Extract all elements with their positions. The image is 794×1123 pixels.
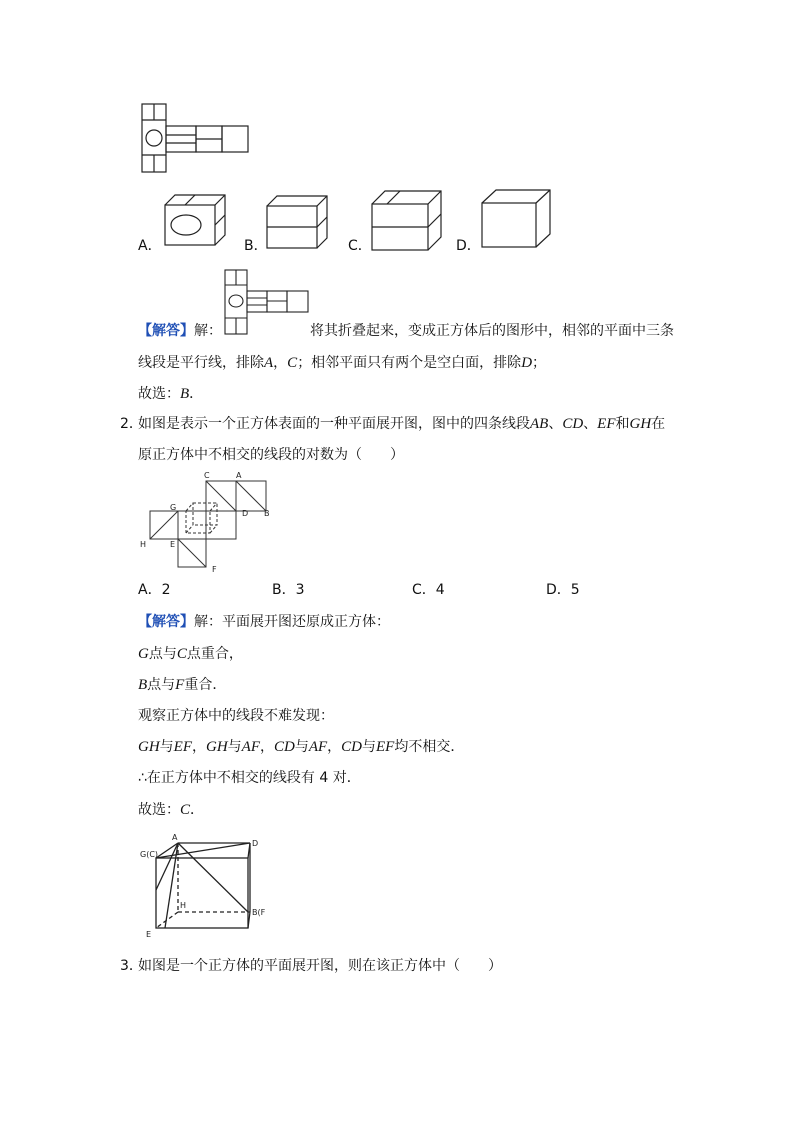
- var: B: [138, 677, 148, 693]
- var: AB: [530, 416, 549, 432]
- text-run: 点与: [148, 646, 177, 662]
- text-run: 点重合，: [186, 646, 243, 662]
- q2-net-label-d: D: [242, 509, 249, 518]
- text-run: 均不相交．: [394, 739, 465, 755]
- text-run: ，: [260, 739, 274, 755]
- q1-option-a: A．: [138, 238, 162, 254]
- text-run: 如图是表示一个正方体表面的一种平面展开图，图中的四条线段: [138, 416, 530, 432]
- q2-option-a: A．2: [138, 582, 171, 598]
- q2-number: 2．: [120, 416, 143, 432]
- text-run: 与: [227, 739, 242, 755]
- var: B: [180, 386, 190, 402]
- text-run: 、: [583, 416, 598, 432]
- text-run: 与: [294, 739, 309, 755]
- q2-option-d: D．5: [546, 582, 580, 598]
- q1-answer-line1-rest: 将其折叠起来，变成正方体后的图形中，相邻的平面中三条: [310, 323, 674, 339]
- text-run: 故选：: [138, 386, 180, 402]
- q2-cube-label-e: E: [146, 930, 152, 939]
- text-run: 在: [651, 416, 666, 432]
- text-run: 故选：: [138, 802, 180, 818]
- q1-option-d: D．: [456, 238, 481, 254]
- text-run: 重合．: [184, 677, 227, 693]
- q3-stem: 如图是一个正方体的平面展开图，则在该正方体中（ ）: [138, 958, 502, 974]
- var: G: [138, 646, 149, 662]
- text-run: ，: [273, 355, 288, 371]
- var: CD: [341, 739, 363, 755]
- var: C: [176, 646, 187, 662]
- var: AF: [241, 739, 260, 755]
- q2-cube-label-h: H: [180, 901, 187, 910]
- q2-option-b: B．3: [272, 582, 305, 598]
- text-run: ．: [190, 802, 205, 818]
- q2-cube-label-gc: G(C): [140, 850, 159, 859]
- var: EF: [597, 416, 616, 432]
- var: A: [264, 355, 274, 371]
- var: CD: [562, 416, 584, 432]
- q2-step-5: ∴在正方体中不相交的线段有 4 对．: [138, 770, 361, 786]
- var: D: [521, 355, 533, 371]
- text-run: ，: [192, 739, 206, 755]
- var: GH: [629, 416, 652, 432]
- var: F: [175, 677, 185, 693]
- text-run: 和: [615, 416, 630, 432]
- q3-number: 3．: [120, 958, 143, 974]
- q2-cube-label-d: D: [252, 839, 259, 848]
- q2-net-label-e: E: [170, 540, 176, 549]
- var: C: [287, 355, 298, 371]
- q2-net-label-h: H: [140, 540, 147, 549]
- var: GH: [206, 739, 228, 755]
- q2-answer-text: 解：平面展开图还原成正方体：: [194, 614, 390, 630]
- var: GH: [138, 739, 160, 755]
- q2-step-3: 观察正方体中的线段不难发现：: [138, 708, 334, 724]
- q1-answer-lead: 解：: [194, 323, 222, 339]
- q2-net-label-f: F: [212, 565, 217, 574]
- q2-cube-label-a: A: [172, 833, 178, 842]
- text-run: 与: [362, 739, 377, 755]
- text-run: ，: [327, 739, 342, 755]
- text-run: ；: [532, 355, 547, 371]
- q2-net-label-a: A: [236, 471, 242, 480]
- text-run: 点与: [147, 677, 176, 693]
- text-run: 与: [159, 739, 174, 755]
- var: AF: [308, 739, 328, 755]
- text-run: ；相邻平面只有两个是空白面，排除: [297, 355, 522, 371]
- q2-net-label-g: G: [170, 503, 177, 512]
- q2-net-label-b: B: [264, 509, 270, 518]
- text-run: ．: [189, 386, 204, 402]
- q2-option-c: C．4: [412, 582, 445, 598]
- var: C: [180, 802, 191, 818]
- q2-answer-tag: 【解答】: [138, 614, 194, 630]
- q2-stem-line2: 原正方体中不相交的线段的对数为（ ）: [138, 447, 404, 463]
- var: EF: [376, 739, 395, 755]
- q1-option-c: C．: [348, 238, 372, 254]
- q1-answer-tag: 【解答】: [138, 323, 194, 339]
- var: CD: [274, 739, 295, 755]
- q1-option-b: B．: [244, 238, 268, 254]
- text-run: 线段是平行线，排除: [138, 355, 264, 371]
- var: EF: [173, 739, 192, 755]
- q2-cube-label-bf: B(F: [252, 908, 266, 917]
- q2-net-label-c: C: [204, 471, 210, 480]
- text-run: 、: [548, 416, 563, 432]
